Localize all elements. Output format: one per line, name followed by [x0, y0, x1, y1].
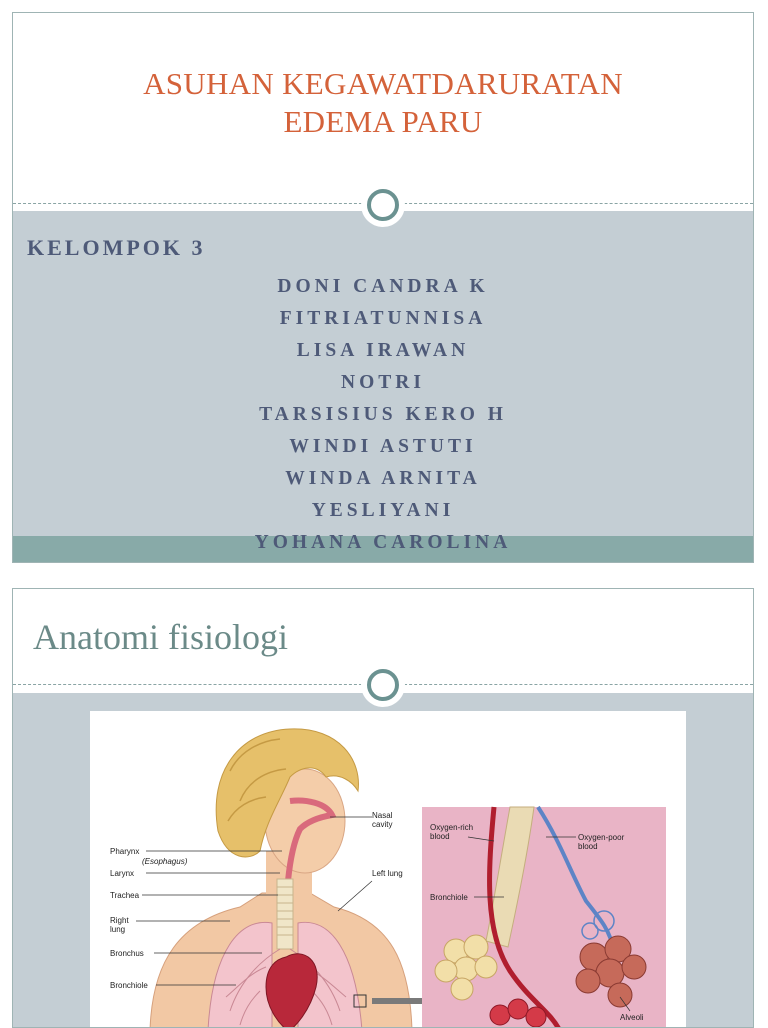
- title-line-2: EDEMA PARU: [283, 104, 483, 139]
- respiratory-anatomy-figure: [90, 711, 686, 1028]
- label-nasal-cavity: Nasal cavity: [372, 811, 393, 829]
- label-right-lung: Right lung: [110, 916, 129, 934]
- member-name: NOTRI: [341, 372, 425, 393]
- anatomy-slide: [12, 588, 754, 1028]
- label-oxygen-poor-blood: Oxygen-poor blood: [578, 833, 625, 851]
- member-name: TARSISIUS KERO H: [259, 404, 507, 425]
- label-alveoli: Alveoli: [620, 1013, 644, 1022]
- slide-title: Anatomi fisiologi: [33, 617, 288, 657]
- member-name: LISA IRAWAN: [296, 340, 470, 361]
- member-name: FITRIATUNNISA: [279, 308, 487, 329]
- label-pharynx: Pharynx: [110, 847, 140, 856]
- member-name: DONI CANDRA K: [277, 276, 489, 297]
- title-slide: [12, 12, 754, 563]
- label-esophagus: (Esophagus): [142, 857, 188, 866]
- label-bronchiole: Bronchiole: [110, 981, 148, 990]
- label-bronchus: Bronchus: [110, 949, 144, 958]
- presentation-title: [13, 65, 753, 141]
- label-oxygen-rich-blood: Oxygen-rich blood: [430, 823, 474, 841]
- member-list: [13, 271, 753, 559]
- label-trachea: Trachea: [110, 891, 140, 900]
- circle-ornament: [361, 663, 405, 707]
- member-name: YESLIYANI: [311, 500, 455, 521]
- label-bronchiole-inset: Bronchiole: [430, 893, 468, 902]
- member-name: WINDA ARNITA: [285, 468, 481, 489]
- label-left-lung: Left lung: [372, 869, 403, 878]
- group-label: KELOMPOK 3: [27, 235, 206, 260]
- label-larynx: Larynx: [110, 869, 135, 878]
- title-line-1: ASUHAN KEGAWATDARURATAN: [143, 66, 623, 101]
- member-name: WINDI ASTUTI: [289, 436, 477, 457]
- circle-ornament: [361, 183, 405, 227]
- member-name: YOHANA CAROLINA: [254, 532, 512, 553]
